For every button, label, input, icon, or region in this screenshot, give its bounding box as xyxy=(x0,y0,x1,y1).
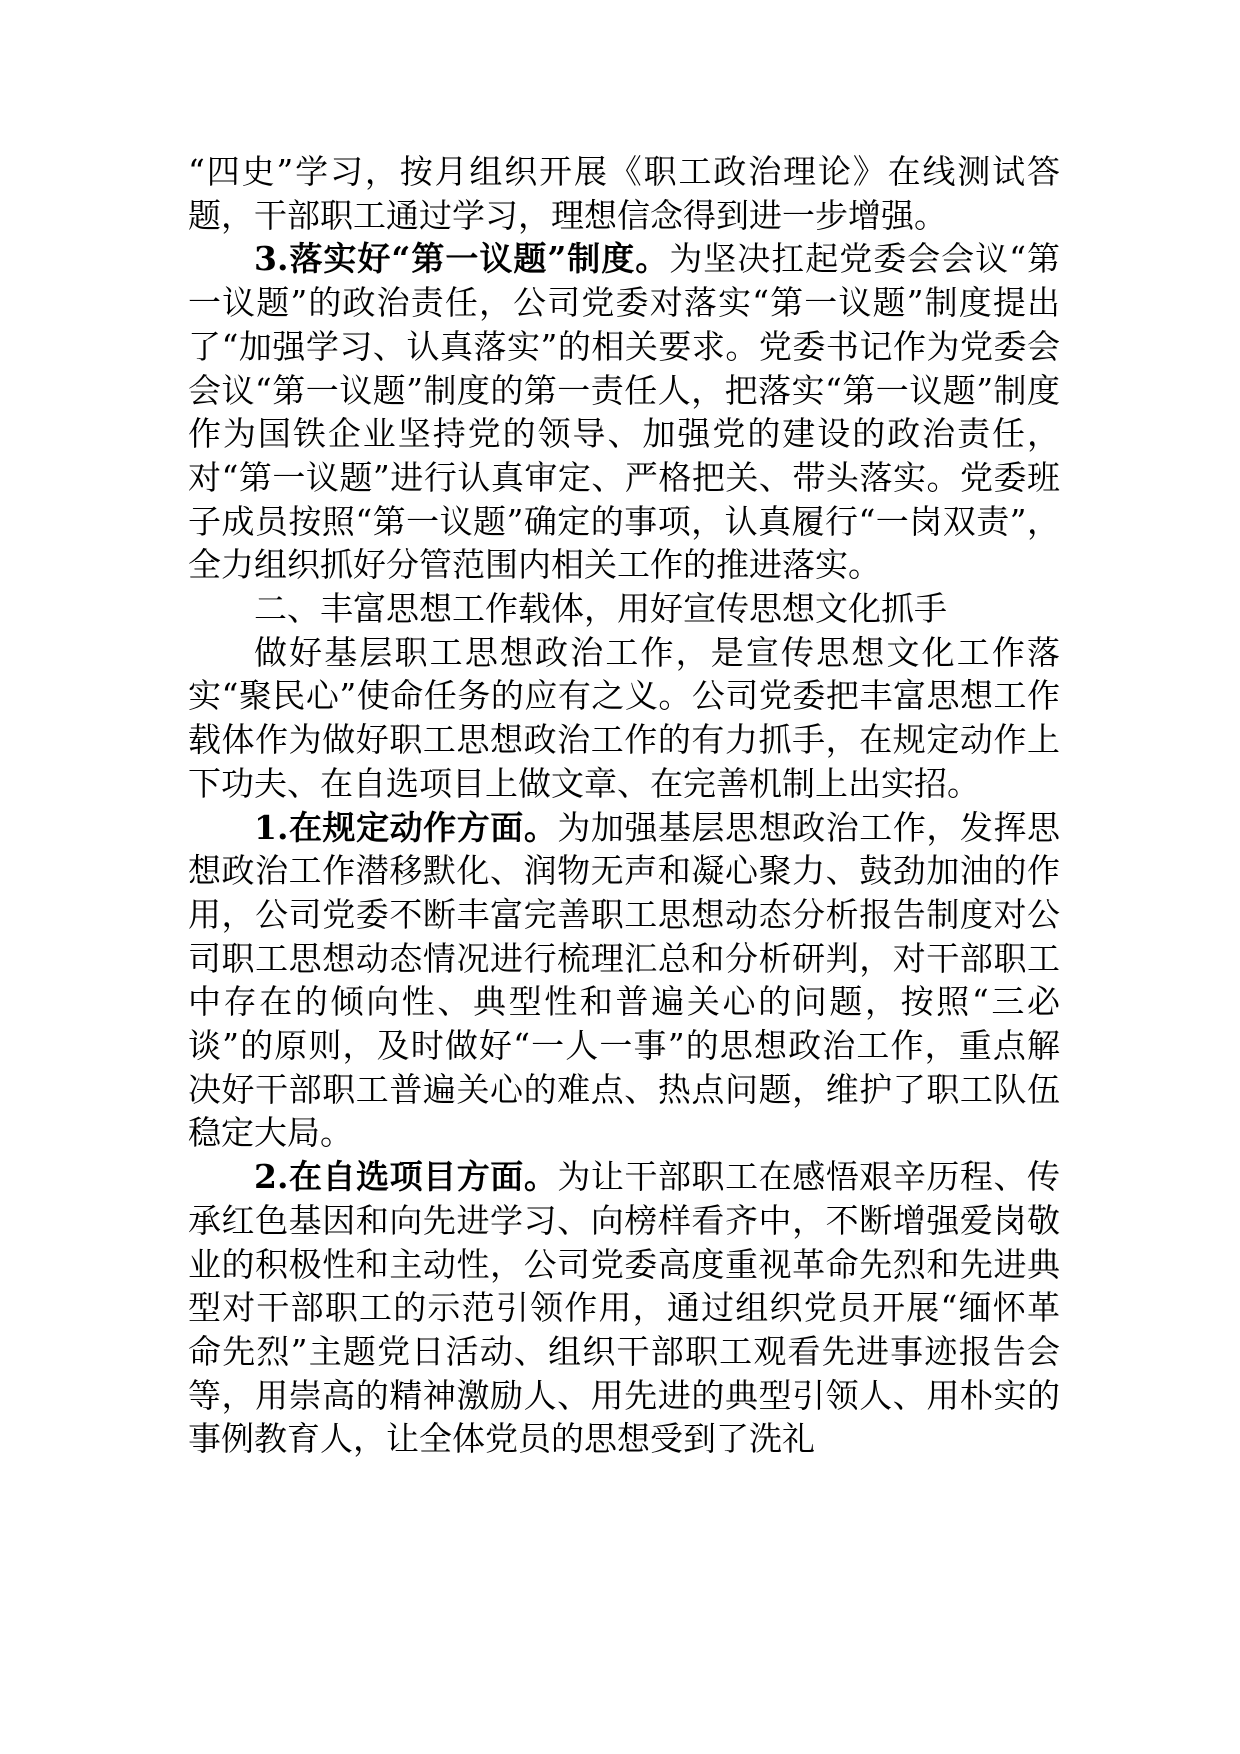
paragraph-lead: 2.在自选项目方面。 xyxy=(254,1157,558,1197)
paragraph-first-agenda xyxy=(188,237,1060,587)
paragraph-continuation xyxy=(188,150,1060,237)
paragraph-text: “四史”学习，按月组织开展《职工政治理论》在线测试答题，干部职工通过学习，理想信念得到进一步增强。 xyxy=(188,152,1060,235)
paragraph-text: 做好基层职工思想政治工作，是宣传思想文化工作落实“聚民心”使命任务的应有之义。公司党委把丰富思想工作载体作为做好职工思想政治工作的有力抓手，在规定动作上下功夫、在自选项目上做文章、在完善机制上出实招。 xyxy=(188,632,1060,803)
paragraph-lead: 3.落实好“第一议题”制度。 xyxy=(254,239,670,279)
paragraph-intro xyxy=(188,631,1060,806)
paragraph-prescribed-actions xyxy=(188,806,1060,1156)
section-heading xyxy=(188,587,1060,631)
paragraph-lead: 1.在规定动作方面。 xyxy=(254,807,558,847)
heading-text: 二、丰富思想工作载体，用好宣传思想文化抓手 xyxy=(254,589,947,629)
paragraph-text: 为让干部职工在感悟艰辛历程、传承红色基因和向先进学习、向榜样看齐中，不断增强爱岗敬业的积极性和主动性，公司党委高度重视革命先烈和先进典型对干部职工的示范引领作用，通过组织党员开展“缅怀革命先烈”主题党日活动、组织干部职工观看先进事迹报告会等，用崇高的精神激励人、用先进的典型引领人、用朴实的事例教育人，让全体党员的思想受到了洗礼 xyxy=(188,1157,1061,1459)
paragraph-text: 为坚决扛起党委会会议“第一议题”的政治责任，公司党委对落实“第一议题”制度提出了“加强学习、认真落实”的相关要求。党委书记作为党委会会议“第一议题”制度的第一责任人，把落实“第一议题”制度作为国铁企业坚持党的领导、加强党的建设的政治责任，对“第一议题”进行认真审定、严格把关、带头落实。党委班子成员按照“第一议题”确定的事项，认真履行“一岗双责”，全力组织抓好分管范围内相关工作的推进落实。 xyxy=(188,239,1061,585)
paragraph-optional-projects xyxy=(188,1155,1060,1461)
paragraph-text: 为加强基层思想政治工作，发挥思想政治工作潜移默化、润物无声和凝心聚力、鼓劲加油的作用，公司党委不断丰富完善职工思想动态分析报告制度对公司职工思想动态情况进行梳理汇总和分析研判，对干部职工中存在的倾向性、典型性和普遍关心的问题，按照“三必谈”的原则，及时做好“一人一事”的思想政治工作，重点解决好干部职工普遍关心的难点、热点问题，维护了职工队伍稳定大局。 xyxy=(188,807,1061,1153)
document-page xyxy=(188,150,1060,1461)
